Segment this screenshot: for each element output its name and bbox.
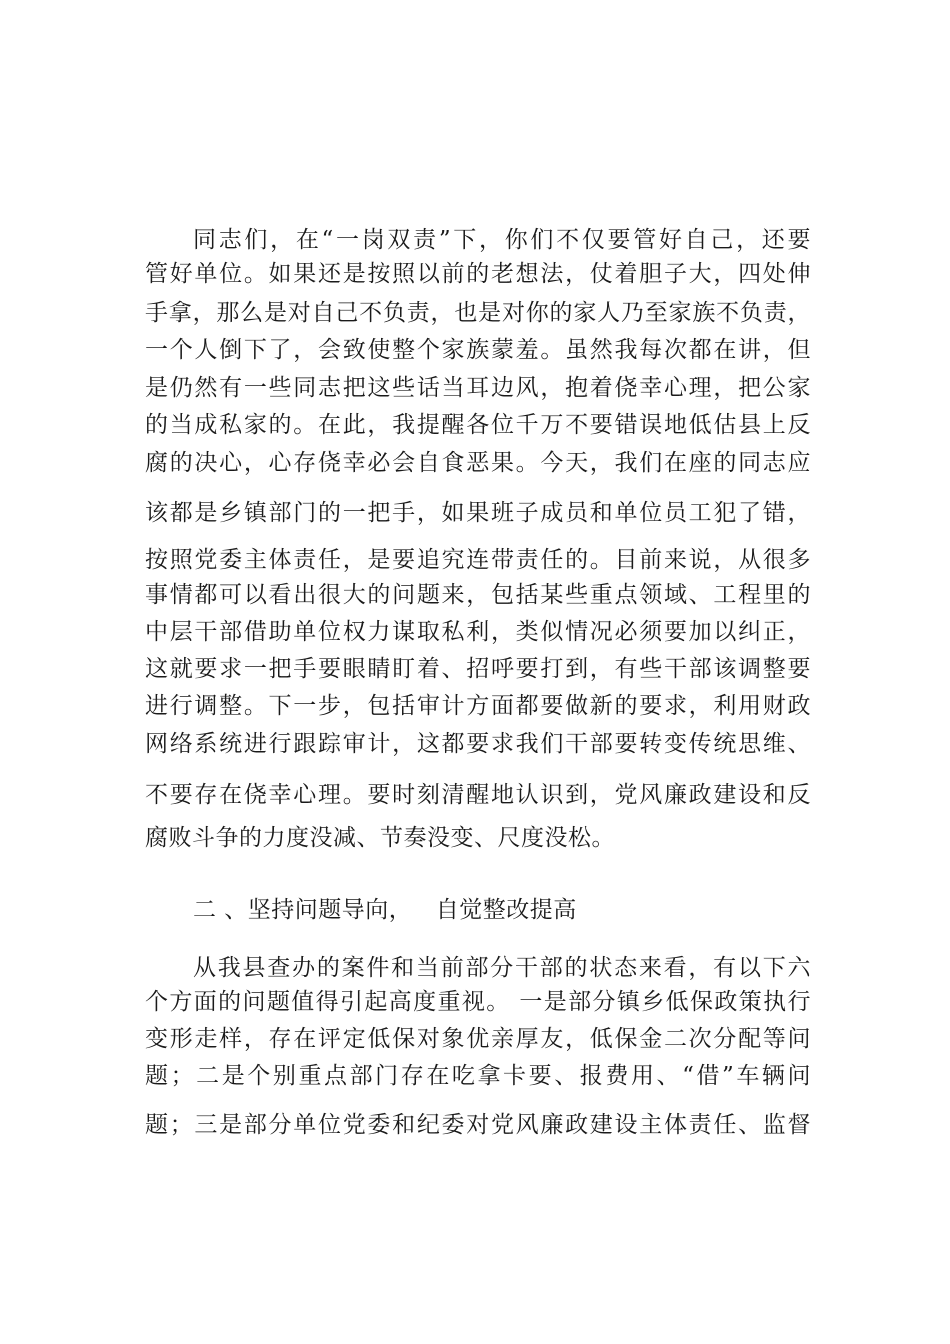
section-heading: 二 、坚持问题导向， 自觉整改提高	[193, 897, 577, 923]
text-line: 个方面的问题值得引起高度重视。 一是部分镇乡低保政策执行	[145, 989, 811, 1015]
text-line: 腐的决心，心存侥幸必会自食恶果。今天，我们在座的同志应	[145, 450, 811, 476]
text-line: 题；二是个别重点部门存在吃拿卡要、报费用、“借”车辆问	[145, 1063, 811, 1089]
text-line: 手拿，那么是对自己不负责，也是对你的家人乃至家族不负责，	[145, 300, 811, 326]
text-line: 的当成私家的。在此，我提醒各位千万不要错误地低估县上反	[145, 412, 811, 438]
text-line: 变形走样，存在评定低保对象优亲厚友，低保金二次分配等问	[145, 1026, 811, 1052]
text-line: 该都是乡镇部门的一把手，如果班子成员和单位员工犯了错，	[145, 500, 811, 526]
text-line: 从我县查办的案件和当前部分干部的状态来看，有以下六	[193, 955, 811, 981]
text-line: 一个人倒下了，会致使整个家族蒙羞。虽然我每次都在讲，但	[145, 337, 811, 363]
text-line: 同志们，在“一岗双责”下，你们不仅要管好自己，还要	[193, 227, 811, 253]
text-line: 是仍然有一些同志把这些话当耳边风，抱着侥幸心理，把公家	[145, 375, 811, 401]
text-line: 题；三是部分单位党委和纪委对党风廉政建设主体责任、监督	[145, 1112, 811, 1138]
text-line: 进行调整。下一步，包括审计方面都要做新的要求，利用财政	[145, 693, 811, 719]
text-line: 中层干部借助单位权力谋取私利，类似情况必须要加以纠正，	[145, 619, 811, 645]
text-line: 网络系统进行跟踪审计，这都要求我们干部要转变传统思维、	[145, 731, 811, 757]
text-line: 管好单位。如果还是按照以前的老想法，仗着胆子大，四处伸	[145, 261, 811, 287]
text-line: 按照党委主体责任，是要追究连带责任的。目前来说，从很多	[145, 547, 811, 573]
text-line: 这就要求一把手要眼睛盯着、招呼要打到，有些干部该调整要	[145, 656, 811, 682]
text-line: 腐败斗争的力度没减、节奏没变、尺度没松。	[145, 825, 615, 851]
text-line: 事情都可以看出很大的问题来，包括某些重点领域、工程里的	[145, 582, 811, 608]
text-line: 不要存在侥幸心理。要时刻清醒地认识到，党风廉政建设和反	[145, 782, 811, 808]
